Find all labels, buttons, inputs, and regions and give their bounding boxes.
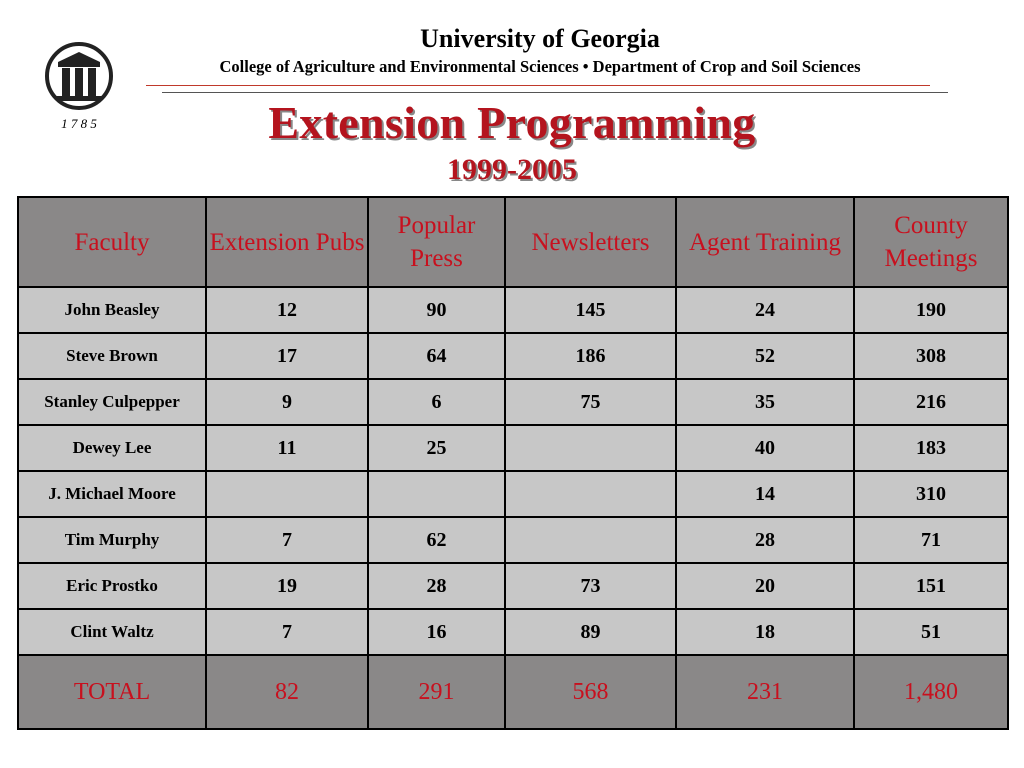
popular-press-cell: 62 [368,517,505,563]
newsletters-cell: 186 [505,333,676,379]
popular-press-cell [368,471,505,517]
total-county-meetings-cell: 1,480 [854,655,1008,729]
agent-training-cell: 18 [676,609,854,655]
newsletters-cell: 73 [505,563,676,609]
agent-training-cell: 40 [676,425,854,471]
header-divider-gray [162,92,948,93]
table-row [18,517,1008,563]
total-label-cell: TOTAL [18,655,206,729]
popular-press-cell: 64 [368,333,505,379]
column-header-county-meetings: County Meetings [854,197,1008,287]
county-meetings-cell: 310 [854,471,1008,517]
newsletters-cell [505,471,676,517]
faculty-name-cell: J. Michael Moore [18,471,206,517]
extension-pubs-cell: 7 [206,609,368,655]
agent-training-cell: 52 [676,333,854,379]
county-meetings-cell: 216 [854,379,1008,425]
faculty-name-cell: Tim Murphy [18,517,206,563]
faculty-name-cell: Clint Waltz [18,609,206,655]
county-meetings-cell: 190 [854,287,1008,333]
county-meetings-cell: 183 [854,425,1008,471]
newsletters-cell [505,425,676,471]
newsletters-cell: 89 [505,609,676,655]
popular-press-cell: 6 [368,379,505,425]
extension-programming-table [17,196,1009,730]
table-header-row [18,197,1008,287]
header-divider-red [146,85,930,86]
extension-pubs-cell [206,471,368,517]
total-extension-pubs-cell: 82 [206,655,368,729]
table-row [18,425,1008,471]
university-name: University of Georgia [420,24,660,53]
table-row [18,563,1008,609]
slide-subtitle: 1999-2005 [447,153,577,186]
faculty-name-cell: Stanley Culpepper [18,379,206,425]
faculty-name-cell: Eric Prostko [18,563,206,609]
table-total-row [18,655,1008,729]
total-agent-training-cell: 231 [676,655,854,729]
agent-training-cell: 24 [676,287,854,333]
total-popular-press-cell: 291 [368,655,505,729]
extension-pubs-cell: 19 [206,563,368,609]
popular-press-cell: 28 [368,563,505,609]
newsletters-cell: 145 [505,287,676,333]
extension-pubs-cell: 7 [206,517,368,563]
agent-training-cell: 14 [676,471,854,517]
college-department-line: College of Agriculture and Environmental Sciences • Department of Crop and Soil Sciences [219,57,861,76]
popular-press-cell: 90 [368,287,505,333]
table-row [18,609,1008,655]
newsletters-cell [505,517,676,563]
logo-year: 1 7 8 5 [61,116,97,131]
total-newsletters-cell: 568 [505,655,676,729]
extension-pubs-cell: 9 [206,379,368,425]
county-meetings-cell: 71 [854,517,1008,563]
extension-pubs-cell: 17 [206,333,368,379]
county-meetings-cell: 51 [854,609,1008,655]
extension-pubs-cell: 11 [206,425,368,471]
agent-training-cell: 35 [676,379,854,425]
faculty-name-cell: John Beasley [18,287,206,333]
table-row [18,333,1008,379]
faculty-name-cell: Dewey Lee [18,425,206,471]
column-header-popular-press: Popular Press [368,197,505,287]
popular-press-cell: 16 [368,609,505,655]
agent-training-cell: 20 [676,563,854,609]
newsletters-cell: 75 [505,379,676,425]
county-meetings-cell: 151 [854,563,1008,609]
column-header-faculty: Faculty [18,197,206,287]
extension-pubs-cell: 12 [206,287,368,333]
slide-title: Extension Programming [268,97,756,148]
column-header-newsletters: Newsletters [505,197,676,287]
column-header-extension-pubs: Extension Pubs [206,197,368,287]
agent-training-cell: 28 [676,517,854,563]
faculty-name-cell: Steve Brown [18,333,206,379]
table-row [18,379,1008,425]
county-meetings-cell: 308 [854,333,1008,379]
popular-press-cell: 25 [368,425,505,471]
column-header-agent-training: Agent Training [676,197,854,287]
table-row [18,287,1008,333]
table-row [18,471,1008,517]
